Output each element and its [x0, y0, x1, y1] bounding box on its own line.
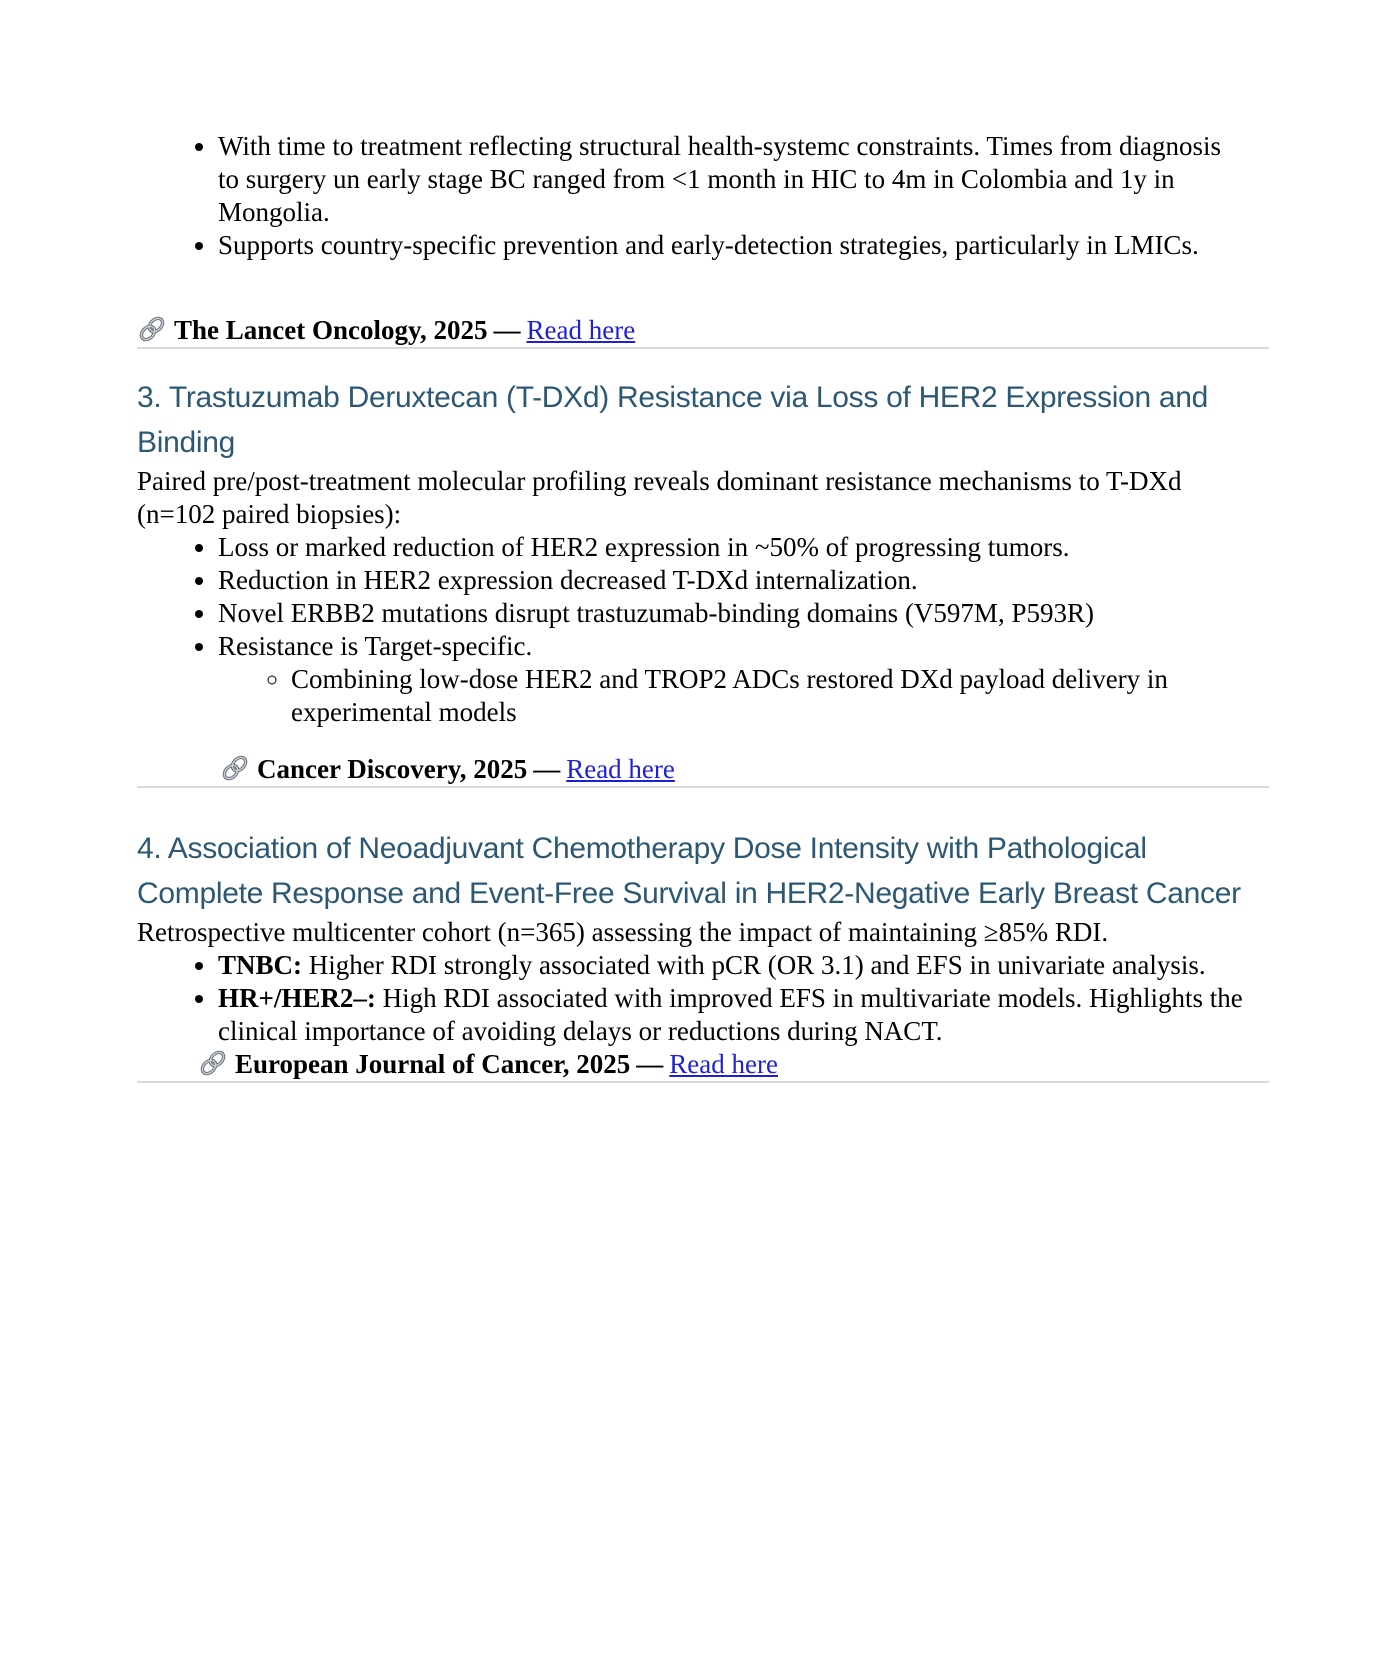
journal-source: The Lancet Oncology, 2025 — [174, 315, 488, 345]
sub-list-item: ◦ Combining low-dose HER2 and TROP2 ADCs restored DXd payload delivery in experimental models — [291, 663, 1244, 729]
list-item-text: Resistance is Target-specific. — [218, 631, 533, 661]
read-here-link[interactable]: Read here — [669, 1049, 778, 1079]
journal-source: European Journal of Cancer, 2025 — [235, 1049, 631, 1079]
section-4-bullet-list — [137, 949, 1244, 1081]
reference-line-ejc — [198, 1048, 1244, 1081]
intro-bullet-list — [137, 130, 1244, 262]
bullet-lead: HR+/HER2–: — [218, 983, 376, 1013]
list-item — [218, 630, 1244, 729]
read-here-link[interactable]: Read here — [526, 315, 636, 345]
section-3-heading: 3. Trastuzumab Deruxtecan (T-DXd) Resistance via Loss of HER2 Expression and Binding — [137, 381, 1209, 459]
section-3-bullet-list — [137, 531, 1244, 729]
list-item: • Novel ERBB2 mutations disrupt trastuzumab-binding domains (V597M, P593R) — [218, 597, 1244, 630]
list-item: • Supports country-specific prevention and early-detection strategies, particularly in LMICs. — [218, 229, 1244, 262]
list-item-text: Higher RDI strongly associated with pCR (OR 3.1) and EFS in univariate analysis. — [308, 950, 1206, 980]
list-item: • Reduction in HER2 expression decreased T-DXd internalization. — [218, 564, 1244, 597]
journal-source: Cancer Discovery, 2025 — [257, 754, 528, 784]
reference-line-lancet — [137, 314, 1244, 347]
list-item: • With time to treatment reflecting structural health-systemc constraints. Times from diagnosis to surgery un early stage BC ranged from <1 month in HIC to 4m in Colombia and 1y in Mongolia. — [218, 130, 1244, 229]
section-divider — [137, 786, 1269, 788]
dash-separator: — — [636, 1049, 664, 1079]
read-here-link[interactable]: Read here — [566, 754, 675, 784]
list-item-text: High RDI associated with improved EFS in multivariate models. Highlights the clinical importance of avoiding delays or reductions during NACT. — [218, 983, 1243, 1046]
chain-link-icon — [198, 1048, 228, 1078]
list-item: • Loss or marked reduction of HER2 expression in ~50% of progressing tumors. — [218, 531, 1244, 564]
section-3-intro: Paired pre/post-treatment molecular profiling reveals dominant resistance mechanisms to T-DXd (n=102 paired biopsies): — [137, 466, 1182, 529]
section-divider — [137, 347, 1269, 349]
dash-separator: — — [533, 754, 561, 784]
sub-bullet-list — [218, 663, 1244, 729]
list-item — [218, 982, 1244, 1081]
chain-link-icon — [220, 753, 250, 783]
chain-link-icon — [137, 314, 167, 344]
dash-separator: — — [493, 315, 521, 345]
reference-line-cancer-discovery — [220, 753, 1244, 786]
bullet-lead: TNBC: — [218, 950, 303, 980]
list-item — [218, 949, 1244, 982]
section-divider — [137, 1081, 1269, 1083]
section-4-intro: Retrospective multicenter cohort (n=365) assessing the impact of maintaining ≥85% RDI. — [137, 917, 1109, 947]
section-4-heading: 4. Association of Neoadjuvant Chemotherapy Dose Intensity with Pathological Complete Response and Event-Free Survival in HER2-Negative Early Breast Cancer — [137, 832, 1241, 910]
